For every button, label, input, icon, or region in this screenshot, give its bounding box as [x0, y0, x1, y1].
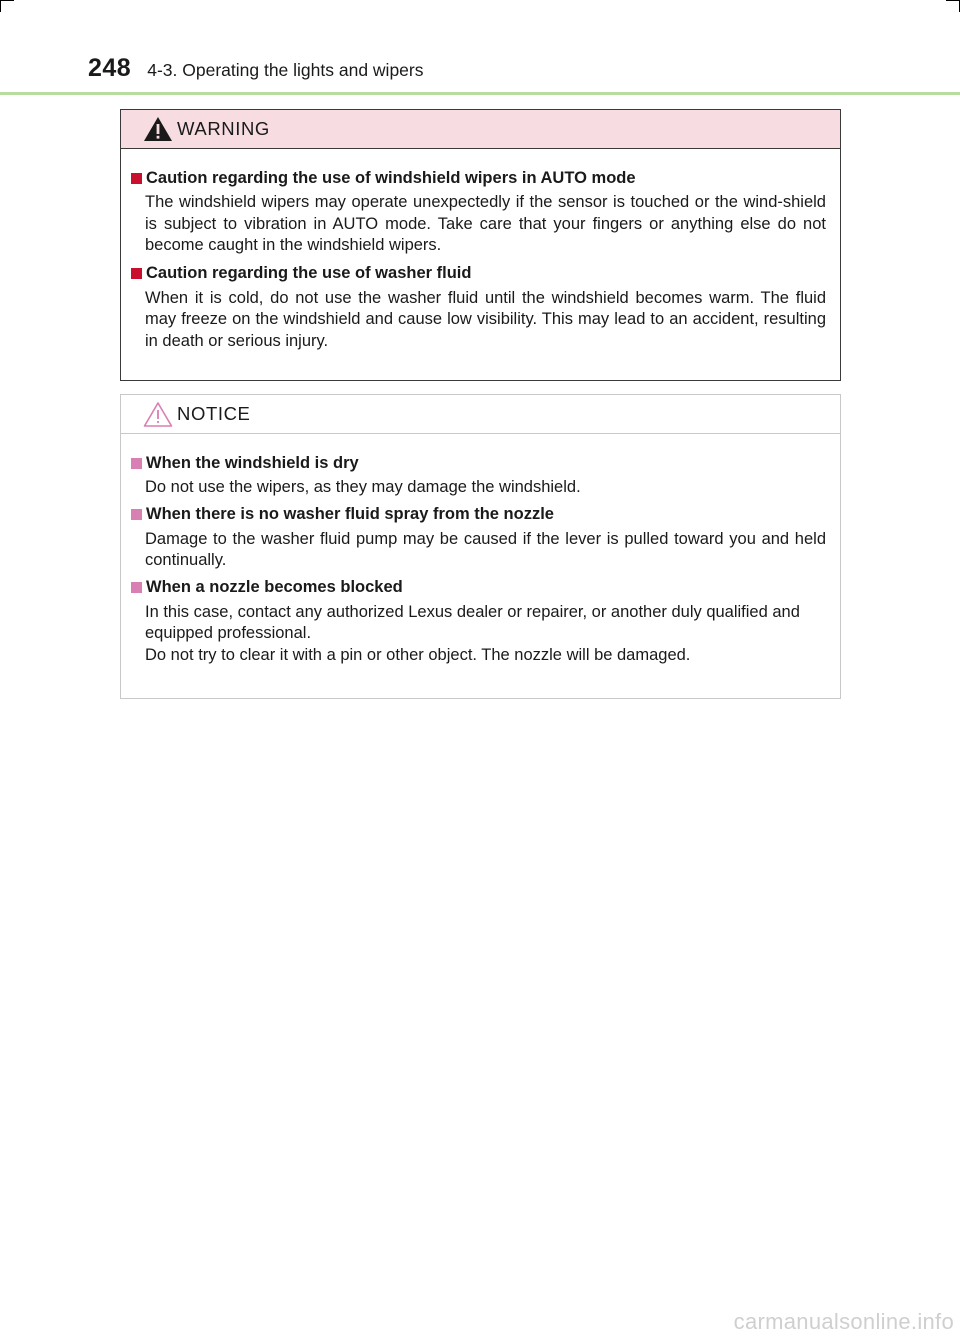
warning-item-body — [145, 288, 826, 353]
notice-item — [131, 502, 826, 572]
paragraph: Do not use the wipers, as they may damage the windshield. — [145, 478, 581, 496]
square-bullet-icon — [131, 268, 142, 279]
notice-item-body — [145, 602, 826, 667]
header-rule — [0, 92, 960, 95]
square-bullet-icon — [131, 582, 142, 593]
paragraph: Damage to the washer fluid pump may be caused if the lever is pulled toward you and held continually. — [145, 529, 826, 569]
warning-item — [131, 261, 826, 353]
crop-mark-top-left-h — [0, 0, 14, 1]
page-header — [88, 54, 960, 84]
warning-header — [121, 110, 840, 149]
notice-item-title: When a nozzle becomes blocked — [146, 578, 403, 596]
paragraph: The windshield wipers may operate unexpectedly if the sensor is touched or the wind-shield is subject to vibration in AUTO mode. Take care that your fingers or anything else do not become caught in the windshield wipers. — [145, 193, 826, 254]
warning-triangle-icon — [141, 114, 175, 144]
warning-item — [131, 165, 826, 257]
square-bullet-icon — [131, 458, 142, 469]
warning-items — [121, 149, 840, 352]
square-bullet-icon — [131, 509, 142, 520]
square-bullet-icon — [131, 173, 142, 184]
notice-triangle-icon — [141, 399, 175, 429]
notice-item-body — [145, 477, 826, 499]
watermark: carmanualsonline.info — [733, 1309, 954, 1334]
notice-item-body — [145, 529, 826, 572]
page-number: 248 — [88, 54, 132, 82]
paragraph: When it is cold, do not use the washer fluid until the windshield becomes warm. The fluid may freeze on the windshield and cause low visibility. This may lead to an accident, resulting in death or serious injury. — [145, 288, 826, 350]
notice-item — [131, 575, 826, 667]
warning-item-body — [145, 192, 826, 257]
notice-header — [121, 395, 840, 434]
warning-item-title: Caution regarding the use of washer fluid — [146, 264, 472, 282]
paragraph: Do not try to clear it with a pin or other object. The nozzle will be damaged. — [145, 645, 691, 664]
warning-label: WARNING — [177, 118, 270, 139]
crop-mark-top-right-h — [946, 0, 960, 1]
notice-items — [121, 434, 840, 666]
paragraph: In this case, contact any authorized Lexus dealer or repairer, or another duly qualified and equipped professional. — [145, 602, 800, 642]
warning-box — [120, 109, 841, 381]
warning-item-title: Caution regarding the use of windshield wipers in AUTO mode — [146, 168, 636, 187]
notice-item-title: When the windshield is dry — [146, 453, 359, 472]
notice-label: NOTICE — [177, 403, 251, 424]
crop-mark-top-left — [0, 0, 1, 12]
notice-box — [120, 394, 841, 699]
notice-item — [131, 450, 826, 499]
notice-item-title: When there is no washer fluid spray from the nozzle — [146, 505, 554, 523]
section-title: 4-3. Operating the lights and wipers — [147, 60, 424, 80]
